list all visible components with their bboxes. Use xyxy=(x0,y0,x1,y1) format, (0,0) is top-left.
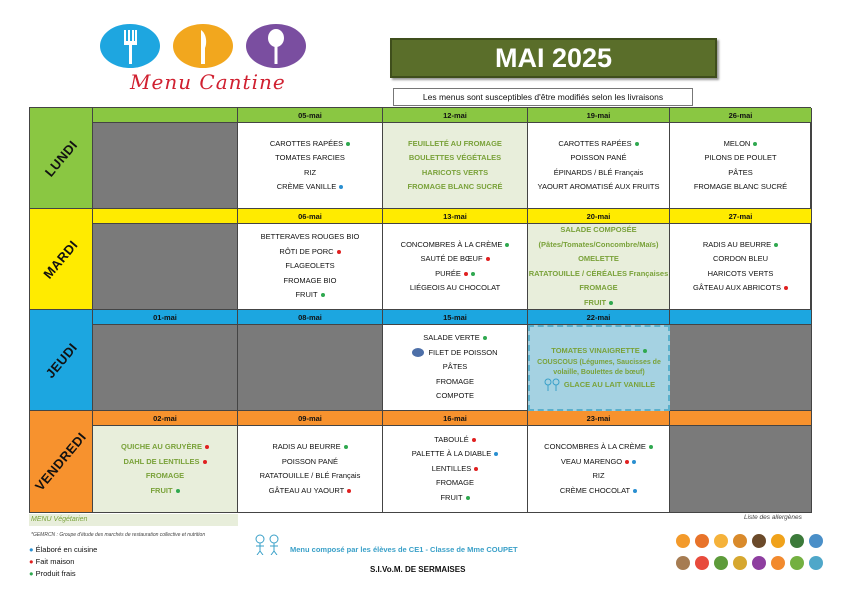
menu-items xyxy=(670,224,811,309)
menu-item-text: POISSON PANÉ xyxy=(570,153,627,162)
menu-item xyxy=(412,346,497,361)
green-dot-icon xyxy=(643,349,647,353)
legend-item xyxy=(29,544,97,556)
menu-items xyxy=(670,123,811,208)
menu-item xyxy=(422,166,488,181)
menu-item xyxy=(693,281,788,296)
composed-by-text: Menu composé par les élèves de CE1 - Classe de Mme COUPET xyxy=(290,545,518,554)
menu-item xyxy=(554,166,644,181)
day-name: JEUDI xyxy=(42,339,80,381)
day-name: MARDI xyxy=(40,236,82,282)
menu-item-text: RIZ xyxy=(592,471,605,480)
date-header: 06-mai xyxy=(238,209,383,224)
menu-item xyxy=(410,281,500,296)
menu-item xyxy=(409,151,501,166)
menu-item-text: SAUTÉ DE BŒUF xyxy=(420,254,483,263)
knife-icon xyxy=(173,24,233,68)
logo-text: Menu Cantine xyxy=(130,70,286,94)
menu-item xyxy=(539,238,659,253)
menu-item-text: TOMATES FARCIES xyxy=(275,153,345,162)
date-header: 02-mai xyxy=(93,411,238,426)
menu-item-text: BETTERAVES ROUGES BIO xyxy=(260,232,360,242)
menu-item xyxy=(275,151,345,166)
menu-cell xyxy=(383,224,528,310)
menu-item-text: DAHL DE LENTILLES xyxy=(123,456,200,466)
green-bullet-icon: ● xyxy=(29,569,36,578)
allergen-icon xyxy=(695,534,709,548)
allergen-icon xyxy=(771,534,785,548)
menu-change-notice: Les menus sont susceptibles d'être modifiés selon les livraisons xyxy=(393,88,693,106)
spoon-icon xyxy=(246,24,306,68)
menu-item-text: BOULETTES VÉGÉTALES xyxy=(408,153,502,162)
menu-item xyxy=(558,137,638,152)
legend-label: Élaboré en cuisine xyxy=(35,545,98,554)
menu-item xyxy=(561,455,636,470)
menu-item-text: FRUIT xyxy=(440,492,463,502)
allergen-icon xyxy=(714,534,728,548)
menu-cell xyxy=(238,224,383,310)
menu-item-text: HARICOTS VERTS xyxy=(421,167,489,177)
gemrcn-note: *GEMRCN : Groupe d'étude des marchés de restauration collective et nutrition xyxy=(31,532,206,538)
menu-cell xyxy=(383,325,528,411)
menu-items xyxy=(238,426,382,512)
menu-item xyxy=(408,137,502,152)
menu-item-text: CAROTTES RAPÉES xyxy=(558,138,632,148)
day-label-jeudi xyxy=(30,310,93,411)
menu-item-text: FROMAGE BIO xyxy=(283,275,337,285)
allergen-icon xyxy=(733,556,747,570)
menu-item-text: PÂTES xyxy=(728,167,753,177)
menu-item-text: FLAGEOLETS xyxy=(285,261,335,271)
green-dot-icon xyxy=(321,293,325,297)
day-name: VENDREDI xyxy=(32,429,90,494)
menu-item xyxy=(570,151,626,166)
green-dot-icon xyxy=(471,272,475,276)
menu-item-text: CRÈME VANILLE xyxy=(276,182,337,191)
green-dot-icon xyxy=(635,142,639,146)
menu-item-text: FROMAGE BLANC SUCRÉ xyxy=(407,182,503,191)
allergen-icon xyxy=(790,556,804,570)
day-label-vendredi xyxy=(30,411,93,513)
no-service-cell xyxy=(93,325,238,411)
allergen-icons xyxy=(676,534,828,574)
menu-items xyxy=(383,325,527,410)
red-dot-icon xyxy=(347,489,351,493)
menu-item xyxy=(532,358,666,378)
green-dot-icon xyxy=(774,243,778,247)
menu-item xyxy=(434,433,475,448)
menu-item xyxy=(270,137,350,152)
legend xyxy=(29,544,97,580)
menu-item xyxy=(284,274,337,289)
menu-item-text: FROMAGE xyxy=(145,471,185,480)
menu-item-text: POISSON PANÉ xyxy=(281,456,339,466)
menu-item-text: FROMAGE BLANC SUCRÉ xyxy=(693,182,788,191)
menu-item-text: GÂTEAU AU YAOURT xyxy=(268,485,345,495)
menu-item xyxy=(269,484,351,499)
menu-item xyxy=(560,223,636,238)
menu-item-text: SALADE COMPOSÉE xyxy=(560,225,637,234)
menu-item xyxy=(704,151,776,166)
menu-item xyxy=(420,252,489,267)
green-dot-icon xyxy=(505,243,509,247)
menu-items xyxy=(528,224,669,309)
no-service-cell xyxy=(93,123,238,209)
menu-item xyxy=(401,238,510,253)
menu-item-text: CORDON BLEU xyxy=(712,254,768,263)
menu-item xyxy=(304,166,316,181)
menu-item-text: TABOULÉ xyxy=(434,434,469,444)
menu-item xyxy=(443,360,468,375)
red-dot-icon xyxy=(337,250,341,254)
menu-item xyxy=(436,476,474,491)
menu-item xyxy=(408,180,503,195)
date-header: 19-mai xyxy=(528,108,670,123)
cantine-logo xyxy=(100,24,310,96)
menu-item-text: PILONS DE POULET xyxy=(704,153,777,162)
menu-item-text: PURÉE xyxy=(435,268,461,278)
blue-dot-icon xyxy=(339,185,343,189)
menu-item xyxy=(584,296,613,311)
menu-items xyxy=(528,426,669,512)
menu-item-text: FROMAGE xyxy=(579,283,618,292)
blue-dot-icon xyxy=(633,489,637,493)
green-dot-icon xyxy=(649,445,653,449)
menu-item xyxy=(123,455,206,470)
menu-item xyxy=(146,469,184,484)
organization-name: S.I.Vo.M. DE SERMAISES xyxy=(370,565,466,574)
children-drawing-icon xyxy=(543,380,564,389)
menu-item xyxy=(432,462,479,477)
menu-items xyxy=(530,327,668,409)
menu-item xyxy=(529,267,668,282)
menu-item-text: LIÉGEOIS AU CHOCOLAT xyxy=(409,283,501,292)
green-dot-icon xyxy=(483,336,487,340)
menu-item-text: CONCOMBRES À LA CRÈME xyxy=(400,239,503,249)
menu-item-text: PÂTES xyxy=(442,362,468,372)
menu-items xyxy=(383,123,527,208)
date-header: 08-mai xyxy=(238,310,383,325)
allergen-icon xyxy=(695,556,709,570)
date-header: 27-mai xyxy=(670,209,812,224)
blue-dot-icon xyxy=(632,460,636,464)
allergen-icon xyxy=(752,556,766,570)
menu-item xyxy=(694,180,787,195)
legend-item xyxy=(29,556,97,568)
menu-cell xyxy=(238,426,383,513)
menu-item xyxy=(436,375,474,390)
menu-item-text: FRUIT xyxy=(150,485,173,495)
menu-grid xyxy=(29,107,811,513)
menu-cell xyxy=(383,123,528,209)
menu-cell xyxy=(528,426,670,513)
date-header xyxy=(93,209,238,224)
green-dot-icon xyxy=(344,445,348,449)
allergen-icon xyxy=(714,556,728,570)
date-header xyxy=(93,108,238,123)
date-header: 26-mai xyxy=(670,108,812,123)
menu-item-text: OMELETTE xyxy=(578,254,619,263)
menu-item-text: RIZ xyxy=(303,167,317,177)
menu-item-text: MELON xyxy=(723,138,751,148)
menu-cell xyxy=(528,224,670,310)
vegetarian-label: MENU Végétarien xyxy=(29,514,238,526)
date-header xyxy=(670,310,812,325)
page-title: MAI 2025 xyxy=(390,38,717,78)
red-dot-icon xyxy=(203,460,207,464)
menu-item-text: RADIS AU BEURRE xyxy=(702,239,772,249)
allergen-icon xyxy=(809,534,823,548)
children-drawing-icon xyxy=(252,533,284,555)
menu-item xyxy=(285,259,334,274)
blue-dot-icon xyxy=(494,452,498,456)
menu-item-text: RATATOUILLE / BLÉ Français xyxy=(259,471,361,480)
no-service-cell xyxy=(670,426,812,513)
fish-icon xyxy=(412,348,424,357)
menu-items xyxy=(528,123,669,208)
menu-items xyxy=(93,426,237,512)
green-dot-icon xyxy=(346,142,350,146)
no-service-cell xyxy=(670,325,812,411)
menu-cell xyxy=(528,325,670,411)
legend-label: Fait maison xyxy=(35,557,75,566)
menu-item xyxy=(728,166,753,181)
menu-items xyxy=(238,224,382,309)
red-dot-icon xyxy=(472,438,476,442)
blue-bullet-icon: ● xyxy=(29,545,36,554)
date-header: 05-mai xyxy=(238,108,383,123)
menu-item-text: COMPOTE xyxy=(436,391,474,401)
menu-item xyxy=(121,440,209,455)
menu-cell xyxy=(528,123,670,209)
green-dot-icon xyxy=(176,489,180,493)
menu-item xyxy=(150,484,179,499)
menu-item-text: (Pâtes/Tomates/Concombre/Maïs) xyxy=(538,239,659,249)
red-dot-icon xyxy=(464,272,468,276)
menu-item-text: ÉPINARDS / BLÉ Français xyxy=(553,167,644,177)
menu-item xyxy=(435,267,475,282)
menu-item xyxy=(538,180,660,195)
menu-item-text: TOMATES VINAIGRETTE xyxy=(551,345,640,355)
menu-item xyxy=(412,447,498,462)
red-dot-icon xyxy=(474,467,478,471)
menu-item xyxy=(277,180,343,195)
menu-item-text: SALADE VERTE xyxy=(423,333,480,343)
date-header: 23-mai xyxy=(528,411,670,426)
menu-item xyxy=(724,137,758,152)
date-header: 12-mai xyxy=(383,108,528,123)
menu-item-text: FRUIT xyxy=(583,297,607,307)
menu-item-text: HARICOTS VERTS xyxy=(707,268,774,278)
menu-cell xyxy=(93,426,238,513)
date-header: 15-mai xyxy=(383,310,528,325)
date-header xyxy=(670,411,812,426)
menu-item xyxy=(440,491,469,506)
menu-cell xyxy=(670,224,812,310)
menu-items xyxy=(238,123,382,208)
green-dot-icon xyxy=(466,496,470,500)
menu-item-text: FEUILLETÉ AU FROMAGE xyxy=(408,138,502,148)
menu-item xyxy=(279,245,340,260)
menu-item-text: FROMAGE xyxy=(436,376,474,386)
menu-item-text: CAROTTES RAPÉES xyxy=(269,138,344,148)
menu-items xyxy=(383,426,527,512)
legend-label: Produit frais xyxy=(35,569,76,578)
menu-items xyxy=(383,224,527,309)
allergen-icon xyxy=(676,534,690,548)
date-header: 01-mai xyxy=(93,310,238,325)
fork-icon xyxy=(100,24,160,68)
no-service-cell xyxy=(238,325,383,411)
allergen-icon xyxy=(733,534,747,548)
green-dot-icon xyxy=(753,142,757,146)
menu-item xyxy=(260,469,361,484)
menu-item xyxy=(708,267,774,282)
menu-item xyxy=(272,440,347,455)
menu-cell xyxy=(238,123,383,209)
date-header: 16-mai xyxy=(383,411,528,426)
no-service-cell xyxy=(93,224,238,310)
red-dot-icon xyxy=(784,286,788,290)
menu-item xyxy=(261,230,360,245)
menu-item-text: COUSCOUS (Légumes, Saucisses de volaille, Boulettes de bœuf) xyxy=(537,359,661,376)
menu-item xyxy=(560,484,637,499)
allergen-icon xyxy=(809,556,823,570)
allergen-list-title: Liste des allergènes xyxy=(744,514,802,521)
menu-item xyxy=(703,238,778,253)
day-label-lundi xyxy=(30,108,93,209)
red-dot-icon xyxy=(486,257,490,261)
menu-item xyxy=(282,455,338,470)
menu-item xyxy=(544,440,653,455)
menu-item-text: PALETTE À LA DIABLE xyxy=(411,449,492,459)
menu-item xyxy=(543,378,655,393)
menu-item-text: RATATOUILLE / CÉRÉALES Françaises xyxy=(528,268,669,278)
menu-item-text: RADIS AU BEURRE xyxy=(272,442,341,451)
allergen-icon xyxy=(676,556,690,570)
menu-item-text: QUICHE AU GRUYÈRE xyxy=(121,442,202,451)
menu-item-text: FROMAGE xyxy=(436,478,474,488)
menu-item xyxy=(295,288,324,303)
menu-item-text: GÂTEAU AUX ABRICOTS xyxy=(693,283,781,292)
allergen-icon xyxy=(771,556,785,570)
menu-item xyxy=(713,252,768,267)
menu-item-text: GLACE AU LAIT VANILLE xyxy=(563,380,656,389)
menu-item-text: LENTILLES xyxy=(431,463,472,473)
menu-item-text: VEAU MARENGO xyxy=(560,456,623,466)
menu-cell xyxy=(383,426,528,513)
date-header: 09-mai xyxy=(238,411,383,426)
date-header: 20-mai xyxy=(528,209,670,224)
legend-item xyxy=(29,568,97,580)
menu-item-text: CONCOMBRES À LA CRÈME xyxy=(544,442,646,451)
menu-item-text: FRUIT xyxy=(295,290,318,300)
menu-item-text: RÔTI DE PORC xyxy=(279,246,334,256)
allergen-icon xyxy=(790,534,804,548)
red-dot-icon xyxy=(625,460,629,464)
date-header: 13-mai xyxy=(383,209,528,224)
menu-item xyxy=(436,389,474,404)
menu-item xyxy=(551,344,646,359)
day-name: LUNDI xyxy=(41,137,81,179)
menu-item-text: CRÈME CHOCOLAT xyxy=(559,485,631,495)
menu-item xyxy=(423,331,487,346)
menu-cell xyxy=(670,123,812,209)
menu-item xyxy=(578,252,619,267)
green-dot-icon xyxy=(609,301,613,305)
menu-item xyxy=(592,469,604,484)
red-dot-icon xyxy=(205,445,209,449)
menu-item-text: YAOURT AROMATISÉ AUX FRUITS xyxy=(537,182,660,191)
allergen-icon xyxy=(752,534,766,548)
day-label-mardi xyxy=(30,209,93,310)
red-bullet-icon: ● xyxy=(29,557,36,566)
menu-item xyxy=(579,281,617,296)
date-header: 22-mai xyxy=(528,310,670,325)
menu-item-text: FILET DE POISSON xyxy=(428,347,498,357)
